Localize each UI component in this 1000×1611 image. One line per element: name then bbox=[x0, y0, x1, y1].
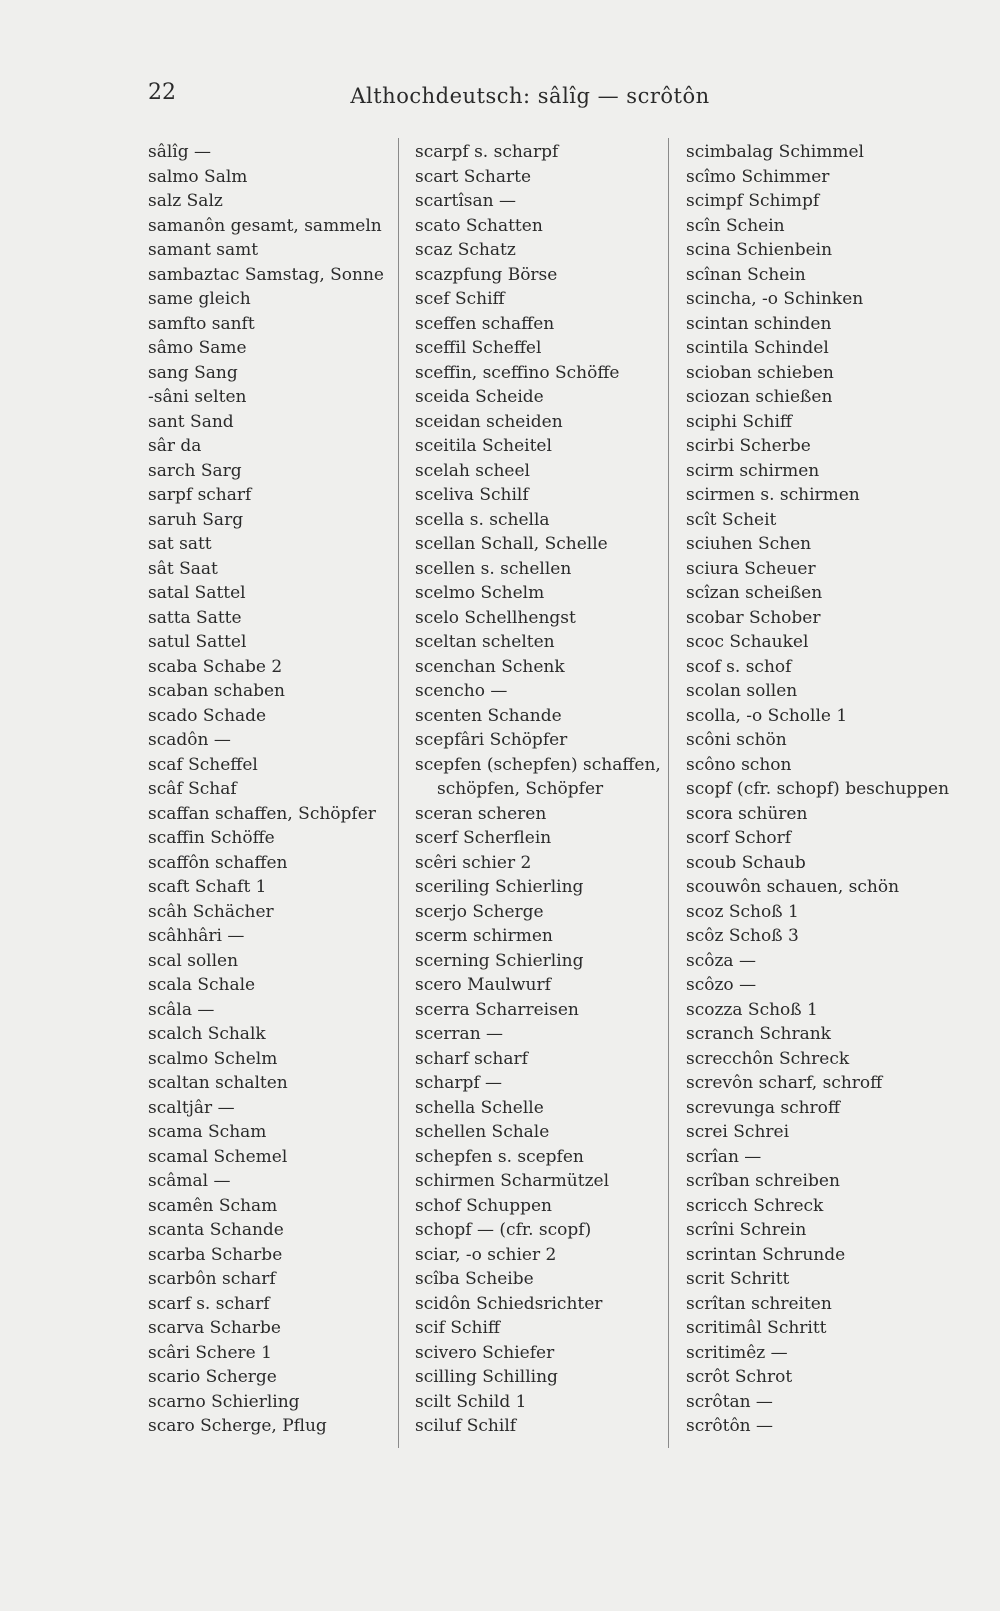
dictionary-entry: schöpfen, Schöpfer bbox=[437, 779, 604, 799]
dictionary-entry: scrôt Schrot bbox=[686, 1367, 793, 1387]
dictionary-entry: same gleich bbox=[148, 289, 251, 309]
dictionary-entry: sâr da bbox=[148, 436, 202, 456]
dictionary-entry: scaltjâr — bbox=[148, 1097, 235, 1118]
dictionary-entry: scarva Scharbe bbox=[148, 1318, 281, 1338]
dictionary-column-1 bbox=[148, 140, 398, 1439]
dictionary-entry: scimbalag Schimmel bbox=[686, 142, 864, 162]
dictionary-entry: scaffin Schöffe bbox=[148, 828, 275, 848]
dictionary-entry: scintila Schindel bbox=[686, 338, 829, 358]
dictionary-entry: scamên Scham bbox=[148, 1195, 278, 1216]
dictionary-entry: schirmen Scharmützel bbox=[415, 1171, 610, 1191]
dictionary-entry: sciphi Schiff bbox=[686, 411, 792, 432]
dictionary-entry: sceriling Schierling bbox=[415, 877, 584, 897]
dictionary-entry: scart Scharte bbox=[415, 166, 532, 187]
dictionary-entry: sciura Scheuer bbox=[686, 558, 816, 579]
dictionary-entry: screvôn scharf, schroff bbox=[686, 1073, 883, 1093]
dictionary-entry: scaffôn schaffen bbox=[148, 852, 288, 873]
dictionary-entry: sciar, -o schier 2 bbox=[415, 1244, 557, 1265]
dictionary-entry: scêri schier 2 bbox=[415, 852, 532, 873]
dictionary-entry: schof Schuppen bbox=[415, 1195, 552, 1216]
dictionary-entry: samant samt bbox=[148, 240, 259, 260]
dictionary-entry: scoc Schaukel bbox=[686, 632, 809, 652]
dictionary-entry: scilt Schild 1 bbox=[415, 1391, 527, 1412]
dictionary-entry: scâh Schächer bbox=[148, 901, 274, 922]
dictionary-entry: sciuhen Schen bbox=[686, 534, 812, 554]
dictionary-entry: scella s. schella bbox=[415, 509, 550, 530]
dictionary-entry: scarf s. scharf bbox=[148, 1293, 270, 1314]
dictionary-entry: sant Sand bbox=[148, 411, 234, 432]
dictionary-entry: scerran — bbox=[415, 1024, 504, 1044]
dictionary-entry: scal sollen bbox=[148, 950, 239, 971]
dictionary-entry: scazpfung Börse bbox=[415, 264, 558, 285]
dictionary-entry: sceitila Scheitel bbox=[415, 436, 552, 456]
dictionary-entry: scilling Schilling bbox=[415, 1367, 558, 1387]
dictionary-entry: scôzo — bbox=[686, 975, 757, 995]
dictionary-entry: scala Schale bbox=[148, 975, 256, 995]
dictionary-entry: scartîsan — bbox=[415, 191, 516, 211]
dictionary-entry: scarpf s. scharpf bbox=[415, 142, 559, 162]
dictionary-entry: scaro Scherge, Pflug bbox=[148, 1416, 327, 1436]
dictionary-entry: sceran scheren bbox=[415, 803, 547, 824]
dictionary-entry: sceffil Scheffel bbox=[415, 338, 542, 358]
dictionary-entry: scîn Schein bbox=[686, 215, 785, 236]
dictionary-entry: scenten Schande bbox=[415, 705, 562, 726]
dictionary-entry: scîba Scheibe bbox=[415, 1269, 534, 1289]
dictionary-entry: sceltan schelten bbox=[415, 632, 555, 652]
dictionary-entry: scâhhâri — bbox=[148, 926, 245, 946]
dictionary-entry: scarbôn scharf bbox=[148, 1269, 276, 1289]
dictionary-entry: scît Scheit bbox=[686, 509, 777, 530]
dictionary-entry: satal Sattel bbox=[148, 583, 246, 603]
dictionary-entry: screvunga schroff bbox=[686, 1097, 840, 1118]
dictionary-entry: sceliva Schilf bbox=[415, 485, 529, 505]
dictionary-entry: scâmal — bbox=[148, 1171, 231, 1191]
dictionary-entry: scelah scheel bbox=[415, 460, 530, 481]
dictionary-entry: scrintan Schrunde bbox=[686, 1244, 846, 1265]
dictionary-entry: sceffen schaffen bbox=[415, 313, 555, 334]
dictionary-entry: scirbi Scherbe bbox=[686, 436, 811, 456]
dictionary-entry: scarno Schierling bbox=[148, 1391, 300, 1412]
dictionary-entry: scozza Schoß 1 bbox=[686, 999, 818, 1020]
dictionary-entry: scencho — bbox=[415, 681, 508, 701]
dictionary-entry: sambaztac Samstag, Sonne bbox=[148, 264, 384, 285]
dictionary-entry: scorf Schorf bbox=[686, 828, 792, 848]
dictionary-entry: scalch Schalk bbox=[148, 1024, 266, 1044]
running-head: Althochdeutsch: sâlîg — scrôtôn bbox=[350, 84, 710, 108]
dictionary-entry: scopf (cfr. schopf) beschuppen bbox=[686, 779, 950, 799]
dictionary-entry: scerf Scherflein bbox=[415, 828, 552, 848]
dictionary-entry: screi Schrei bbox=[686, 1122, 790, 1142]
dictionary-entry: scepfâri Schöpfer bbox=[415, 730, 568, 750]
dictionary-entry: samanôn gesamt, sammeln bbox=[148, 215, 382, 236]
dictionary-entry: scharf scharf bbox=[415, 1048, 528, 1069]
dictionary-entry: scrit Schritt bbox=[686, 1269, 790, 1289]
dictionary-entry: scirmen s. schirmen bbox=[686, 485, 860, 505]
dictionary-entry: scritimêz — bbox=[686, 1342, 788, 1363]
dictionary-entry: scelmo Schelm bbox=[415, 583, 545, 603]
dictionary-entry: scora schüren bbox=[686, 803, 808, 824]
dictionary-entry: scôni schön bbox=[686, 730, 787, 750]
dictionary-entry: scintan schinden bbox=[686, 313, 832, 334]
dictionary-entry: scâri Schere 1 bbox=[148, 1342, 272, 1363]
dictionary-entry: sang Sang bbox=[148, 362, 238, 383]
dictionary-entry: scef Schiff bbox=[415, 289, 505, 309]
dictionary-entry: scellen s. schellen bbox=[415, 558, 572, 579]
dictionary-entry: sarpf scharf bbox=[148, 485, 252, 505]
dictionary-entry: scrîtan schreiten bbox=[686, 1293, 832, 1314]
dictionary-entry: scâf Schaf bbox=[148, 779, 237, 799]
dictionary-entry: sceidan scheiden bbox=[415, 411, 563, 432]
dictionary-entry: scado Schade bbox=[148, 705, 267, 726]
dictionary-entry: scanta Schande bbox=[148, 1220, 284, 1240]
dictionary-entry: scamal Schemel bbox=[148, 1146, 288, 1167]
dictionary-entry: scidôn Schiedsrichter bbox=[415, 1293, 603, 1314]
dictionary-entry: scama Scham bbox=[148, 1122, 267, 1142]
dictionary-entry: scôza — bbox=[686, 950, 756, 971]
dictionary-entry: scritimâl Schritt bbox=[686, 1318, 827, 1338]
dictionary-entry: scimpf Schimpf bbox=[686, 191, 820, 211]
dictionary-entry: saruh Sarg bbox=[148, 509, 244, 530]
dictionary-entry: scioban schieben bbox=[686, 362, 834, 383]
dictionary-entry: scoub Schaub bbox=[686, 852, 806, 873]
dictionary-entry: scenchan Schenk bbox=[415, 656, 565, 677]
dictionary-entry: scellan Schall, Schelle bbox=[415, 534, 608, 554]
dictionary-entry: scrôtan — bbox=[686, 1391, 773, 1412]
dictionary-entry: sâlîg — bbox=[148, 142, 212, 162]
dictionary-entry: scirm schirmen bbox=[686, 460, 820, 481]
dictionary-entry: scerm schirmen bbox=[415, 926, 553, 946]
column-divider bbox=[398, 138, 399, 1448]
dictionary-entry: scincha, -o Schinken bbox=[686, 289, 864, 309]
dictionary-entry: scîzan scheißen bbox=[686, 583, 823, 603]
dictionary-entry: scînan Schein bbox=[686, 264, 806, 285]
dictionary-entry: scrôtôn — bbox=[686, 1416, 774, 1436]
dictionary-entry: sat satt bbox=[148, 534, 212, 554]
dictionary-entry: schepfen s. scepfen bbox=[415, 1146, 584, 1167]
dictionary-entry: sceffin, sceffino Schöffe bbox=[415, 362, 620, 383]
dictionary-entry: scario Scherge bbox=[148, 1367, 277, 1387]
dictionary-entry: screcchôn Schreck bbox=[686, 1048, 850, 1069]
dictionary-entry: -sâni selten bbox=[148, 387, 247, 407]
dictionary-entry: salz Salz bbox=[148, 191, 223, 211]
dictionary-entry: scaban schaben bbox=[148, 681, 285, 701]
dictionary-entry: scato Schatten bbox=[415, 215, 543, 236]
dictionary-entry: scolla, -o Scholle 1 bbox=[686, 705, 848, 726]
dictionary-entry: sât Saat bbox=[148, 558, 218, 579]
dictionary-entry: scranch Schrank bbox=[686, 1024, 831, 1044]
dictionary-entry: scôno schon bbox=[686, 754, 792, 775]
dictionary-entry: scero Maulwurf bbox=[415, 975, 551, 995]
dictionary-entry: scoz Schoß 1 bbox=[686, 901, 799, 922]
dictionary-entry: schopf — (cfr. scopf) bbox=[415, 1220, 592, 1240]
dictionary-entry: scivero Schiefer bbox=[415, 1342, 555, 1363]
dictionary-entry: scadôn — bbox=[148, 730, 231, 750]
dictionary-entry: sciozan schießen bbox=[686, 387, 833, 407]
dictionary-entry: scaba Schabe 2 bbox=[148, 656, 283, 677]
page-number: 22 bbox=[148, 80, 176, 105]
dictionary-entry: scepfen (schepfen) schaffen, bbox=[415, 754, 661, 775]
dictionary-column-2 bbox=[415, 140, 665, 1439]
dictionary-entry: scrîan — bbox=[686, 1146, 762, 1167]
dictionary-entry: scrîban schreiben bbox=[686, 1171, 840, 1191]
dictionary-entry: scarba Scharbe bbox=[148, 1244, 283, 1265]
dictionary-entry: scricch Schreck bbox=[686, 1195, 824, 1216]
dictionary-entry: scerra Scharreisen bbox=[415, 999, 579, 1020]
dictionary-entry: scharpf — bbox=[415, 1073, 503, 1093]
dictionary-entry: schella Schelle bbox=[415, 1097, 544, 1118]
dictionary-entry: salmo Salm bbox=[148, 166, 248, 187]
dictionary-entry: scobar Schober bbox=[686, 607, 821, 628]
dictionary-entry: sciluf Schilf bbox=[415, 1416, 517, 1436]
dictionary-entry: scina Schienbein bbox=[686, 240, 833, 260]
dictionary-entry: sâmo Same bbox=[148, 338, 247, 358]
dictionary-column-3 bbox=[686, 140, 950, 1439]
dictionary-entry: scaz Schatz bbox=[415, 240, 516, 260]
dictionary-entry: scaffan schaffen, Schöpfer bbox=[148, 803, 376, 824]
dictionary-entry: sarch Sarg bbox=[148, 460, 242, 481]
dictionary-entry: scolan sollen bbox=[686, 681, 798, 701]
dictionary-entry: scif Schiff bbox=[415, 1318, 501, 1338]
dictionary-entry: satta Satte bbox=[148, 607, 242, 628]
dictionary-entry: scof s. schof bbox=[686, 656, 792, 677]
dictionary-entry: scaf Scheffel bbox=[148, 754, 258, 775]
dictionary-entry: sceida Scheide bbox=[415, 387, 544, 407]
dictionary-entry: scelo Schellhengst bbox=[415, 607, 576, 628]
dictionary-entry: scâla — bbox=[148, 999, 215, 1020]
dictionary-entry: satul Sattel bbox=[148, 632, 247, 652]
dictionary-entry: scouwôn schauen, schön bbox=[686, 877, 900, 897]
dictionary-entry: scaft Schaft 1 bbox=[148, 877, 267, 897]
dictionary-entry: scîmo Schimmer bbox=[686, 166, 830, 187]
dictionary-entry: samfto sanft bbox=[148, 313, 255, 334]
dictionary-entry: scaltan schalten bbox=[148, 1073, 288, 1093]
dictionary-entry: scerjo Scherge bbox=[415, 901, 544, 922]
dictionary-entry: scrîni Schrein bbox=[686, 1220, 807, 1240]
dictionary-entry: scerning Schierling bbox=[415, 950, 584, 971]
column-divider bbox=[668, 138, 669, 1448]
dictionary-entry: scôz Schoß 3 bbox=[686, 926, 799, 946]
dictionary-entry: schellen Schale bbox=[415, 1122, 550, 1142]
dictionary-entry: scalmo Schelm bbox=[148, 1048, 278, 1069]
